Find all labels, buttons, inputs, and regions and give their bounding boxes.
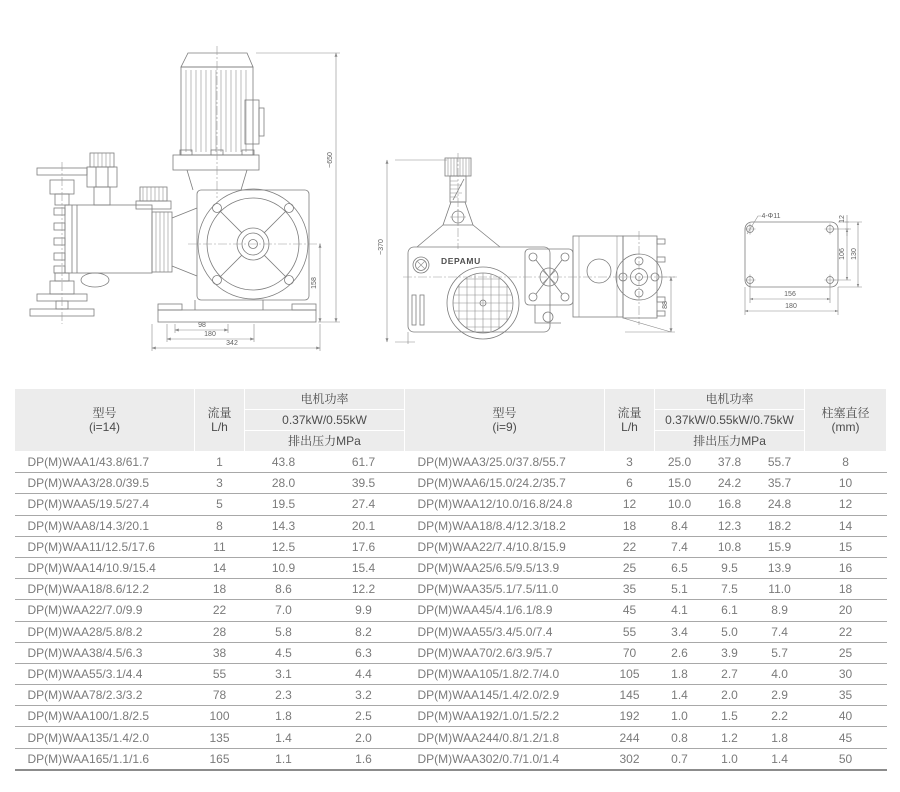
pressure-left-1-cell: 5.8 — [245, 621, 323, 642]
model-left-cell: DP(M)WAA5/19.5/27.4 — [15, 494, 195, 515]
model-left-cell: DP(M)WAA28/5.8/8.2 — [15, 621, 195, 642]
flow-right-cell: 3 — [605, 452, 655, 473]
plunger-cell: 14 — [805, 515, 887, 536]
dim-plate-height: 130 — [851, 248, 858, 260]
model-right-cell: DP(M)WAA12/10.0/16.8/24.8 — [405, 494, 605, 515]
front-view-dimensions — [378, 160, 675, 344]
pressure-left-1-cell: 10.9 — [245, 557, 323, 578]
spec-row — [15, 706, 887, 727]
model-left-cell: DP(M)WAA11/12.5/17.6 — [15, 536, 195, 557]
flow-left-cell: 11 — [195, 536, 245, 557]
pressure-right-3-cell: 11.0 — [755, 579, 805, 600]
model-left-cell: DP(M)WAA1/43.8/61.7 — [15, 452, 195, 473]
power-values-right: 0.37kW/0.55kW/0.75kW — [655, 410, 805, 431]
pressure-right-1-cell: 8.4 — [655, 515, 705, 536]
pump-head — [30, 153, 152, 324]
flow-left-title: 流量 — [207, 406, 232, 420]
pressure-right-1-cell: 15.0 — [655, 473, 705, 494]
flow-right-cell: 105 — [605, 663, 655, 684]
model-right-cell: DP(M)WAA145/1.4/2.0/2.9 — [405, 685, 605, 706]
model-left-cell: DP(M)WAA22/7.0/9.9 — [15, 600, 195, 621]
flow-left-cell: 5 — [195, 494, 245, 515]
model-right-cell: DP(M)WAA192/1.0/1.5/2.2 — [405, 706, 605, 727]
plunger-cell: 40 — [805, 706, 887, 727]
flow-right-cell: 45 — [605, 600, 655, 621]
spec-row — [15, 748, 887, 770]
pressure-right-2-cell: 6.1 — [705, 600, 755, 621]
flow-left-cell: 22 — [195, 600, 245, 621]
pressure-left-2-cell: 15.4 — [323, 557, 405, 578]
dim-front-height: ~370 — [378, 239, 385, 255]
pressure-left-1-cell: 8.6 — [245, 579, 323, 600]
pressure-right-1-cell: 1.0 — [655, 706, 705, 727]
pressure-right-2-cell: 37.8 — [705, 452, 755, 473]
spec-row — [15, 452, 887, 473]
model-right-cell: DP(M)WAA6/15.0/24.2/35.7 — [405, 473, 605, 494]
col-header-model-right — [405, 389, 605, 452]
pressure-right-2-cell: 1.2 — [705, 727, 755, 748]
spec-table-header — [15, 389, 887, 452]
pressure-left-2-cell: 27.4 — [323, 494, 405, 515]
flow-left-cell: 78 — [195, 685, 245, 706]
spec-table-body — [15, 452, 887, 770]
plunger-cell: 12 — [805, 494, 887, 515]
dim-base-inner: 98 — [198, 322, 206, 329]
pressure-left-2-cell: 39.5 — [323, 473, 405, 494]
pressure-left-1-cell: 4.5 — [245, 642, 323, 663]
model-left-cell: DP(M)WAA8/14.3/20.1 — [15, 515, 195, 536]
pressure-right-2-cell: 2.7 — [705, 663, 755, 684]
pressure-left-2-cell: 4.4 — [323, 663, 405, 684]
spec-row — [15, 494, 887, 515]
spec-row — [15, 621, 887, 642]
spec-row — [15, 685, 887, 706]
spec-row — [15, 557, 887, 578]
spec-row — [15, 536, 887, 557]
dim-plate-width: 180 — [785, 303, 797, 310]
pressure-right-2-cell: 2.0 — [705, 685, 755, 706]
pressure-right-3-cell: 55.7 — [755, 452, 805, 473]
model-right-cell: DP(M)WAA18/8.4/12.3/18.2 — [405, 515, 605, 536]
model-right-cell: DP(M)WAA35/5.1/7.5/11.0 — [405, 579, 605, 600]
flow-left-cell: 28 — [195, 621, 245, 642]
model-left-cell: DP(M)WAA38/4.5/6.3 — [15, 642, 195, 663]
plunger-cell: 20 — [805, 600, 887, 621]
col-header-plunger — [805, 389, 887, 452]
power-values-left: 0.37kW/0.55kW — [245, 410, 405, 431]
plunger-cell: 35 — [805, 685, 887, 706]
model-left-cell: DP(M)WAA165/1.1/1.6 — [15, 748, 195, 770]
model-right-cell: DP(M)WAA25/6.5/9.5/13.9 — [405, 557, 605, 578]
flow-left-cell: 8 — [195, 515, 245, 536]
pressure-left-2-cell: 17.6 — [323, 536, 405, 557]
model-left-ratio: (i=14) — [88, 420, 120, 434]
pressure-right-1-cell: 5.1 — [655, 579, 705, 600]
base-plate-svg — [725, 190, 890, 335]
model-right-cell: DP(M)WAA105/1.8/2.7/4.0 — [405, 663, 605, 684]
pressure-right-3-cell: 1.4 — [755, 748, 805, 770]
plunger-cell: 16 — [805, 557, 887, 578]
model-left-cell: DP(M)WAA135/1.4/2.0 — [15, 727, 195, 748]
plunger-cell: 8 — [805, 452, 887, 473]
plunger-cell: 22 — [805, 621, 887, 642]
pressure-right-2-cell: 12.3 — [705, 515, 755, 536]
pressure-left-2-cell: 20.1 — [323, 515, 405, 536]
header-row-1 — [15, 389, 887, 410]
flow-left-cell: 165 — [195, 748, 245, 770]
stroke-adjust-knob — [417, 153, 500, 249]
pressure-right-3-cell: 2.2 — [755, 706, 805, 727]
pressure-left-1-cell: 3.1 — [245, 663, 323, 684]
pressure-right-3-cell: 2.9 — [755, 685, 805, 706]
side-view-drawing — [10, 40, 350, 360]
pressure-right-2-cell: 24.2 — [705, 473, 755, 494]
col-header-flow-left — [195, 389, 245, 452]
pressure-right-1-cell: 0.7 — [655, 748, 705, 770]
pressure-right-2-cell: 1.0 — [705, 748, 755, 770]
flow-right-cell: 145 — [605, 685, 655, 706]
pressure-left-2-cell: 61.7 — [323, 452, 405, 473]
spec-row — [15, 642, 887, 663]
pressure-left-1-cell: 1.1 — [245, 748, 323, 770]
plunger-cell: 10 — [805, 473, 887, 494]
pressure-right-2-cell: 1.5 — [705, 706, 755, 727]
pressure-left-2-cell: 8.2 — [323, 621, 405, 642]
brand-label: DEPAMU — [441, 256, 481, 266]
pressure-right-2-cell: 5.0 — [705, 621, 755, 642]
flow-left-cell: 3 — [195, 473, 245, 494]
model-right-cell: DP(M)WAA70/2.6/3.9/5.7 — [405, 642, 605, 663]
discharge-pressure-right: 排出压力MPa — [655, 431, 805, 452]
pressure-left-2-cell: 9.9 — [323, 600, 405, 621]
pressure-left-2-cell: 1.6 — [323, 748, 405, 770]
flow-left-cell: 38 — [195, 642, 245, 663]
spec-row — [15, 515, 887, 536]
plunger-unit: (mm) — [831, 420, 860, 434]
discharge-pressure-left: 排出压力MPa — [245, 431, 405, 452]
flow-right-cell: 244 — [605, 727, 655, 748]
flow-left-cell: 14 — [195, 557, 245, 578]
pressure-right-3-cell: 4.0 — [755, 663, 805, 684]
pressure-right-2-cell: 10.8 — [705, 536, 755, 557]
flow-right-cell: 302 — [605, 748, 655, 770]
model-right-cell: DP(M)WAA55/3.4/5.0/7.4 — [405, 621, 605, 642]
pressure-right-2-cell: 7.5 — [705, 579, 755, 600]
pressure-left-2-cell: 12.2 — [323, 579, 405, 600]
flow-left-cell: 100 — [195, 706, 245, 727]
dim-height-overall: ~650 — [327, 152, 334, 168]
spec-row — [15, 600, 887, 621]
pressure-right-3-cell: 5.7 — [755, 642, 805, 663]
pressure-left-1-cell: 19.5 — [245, 494, 323, 515]
pressure-right-3-cell: 1.8 — [755, 727, 805, 748]
dim-base-overall: 342 — [226, 340, 238, 347]
model-right-ratio: (i=9) — [492, 420, 517, 434]
pressure-right-2-cell: 16.8 — [705, 494, 755, 515]
flow-right-cell: 6 — [605, 473, 655, 494]
pressure-right-1-cell: 10.0 — [655, 494, 705, 515]
pressure-left-2-cell: 2.5 — [323, 706, 405, 727]
flow-left-cell: 18 — [195, 579, 245, 600]
pressure-right-3-cell: 13.9 — [755, 557, 805, 578]
plunger-cell: 15 — [805, 536, 887, 557]
col-header-model-left — [15, 389, 195, 452]
pressure-right-1-cell: 3.4 — [655, 621, 705, 642]
model-right-title: 型号 — [492, 406, 517, 420]
model-right-cell: DP(M)WAA244/0.8/1.2/1.8 — [405, 727, 605, 748]
col-header-flow-right — [605, 389, 655, 452]
base-plate-drawing — [725, 190, 890, 335]
plunger-title: 柱塞直径 — [821, 406, 870, 420]
plunger-cell: 18 — [805, 579, 887, 600]
col-header-motor-power-left: 电机功率 — [245, 389, 405, 410]
model-left-cell: DP(M)WAA14/10.9/15.4 — [15, 557, 195, 578]
side-view-svg — [10, 40, 350, 360]
flow-right-unit: L/h — [621, 420, 638, 434]
model-right-cell: DP(M)WAA22/7.4/10.8/15.9 — [405, 536, 605, 557]
plate-outline — [745, 216, 839, 287]
flow-right-cell: 18 — [605, 515, 655, 536]
pressure-right-1-cell: 1.8 — [655, 663, 705, 684]
model-left-cell: DP(M)WAA100/1.8/2.5 — [15, 706, 195, 727]
dim-hole-span-v: 106 — [839, 248, 846, 260]
spec-table — [14, 388, 887, 771]
col-header-motor-power-right: 电机功率 — [655, 389, 805, 410]
model-left-title: 型号 — [92, 406, 117, 420]
flow-right-cell: 25 — [605, 557, 655, 578]
flow-left-cell: 55 — [195, 663, 245, 684]
model-left-cell: DP(M)WAA3/28.0/39.5 — [15, 473, 195, 494]
pressure-right-3-cell: 24.8 — [755, 494, 805, 515]
dim-edge-offset: 12 — [839, 215, 846, 223]
pressure-right-3-cell: 8.9 — [755, 600, 805, 621]
front-view-drawing — [365, 145, 705, 360]
pressure-left-1-cell: 14.3 — [245, 515, 323, 536]
flow-left-cell: 135 — [195, 727, 245, 748]
pressure-left-1-cell: 12.5 — [245, 536, 323, 557]
plunger-cell: 30 — [805, 663, 887, 684]
pressure-right-2-cell: 3.9 — [705, 642, 755, 663]
model-left-cell: DP(M)WAA78/2.3/3.2 — [15, 685, 195, 706]
pressure-right-1-cell: 6.5 — [655, 557, 705, 578]
base-plate-dimensions — [745, 213, 862, 315]
flow-right-cell: 22 — [605, 536, 655, 557]
pressure-left-1-cell: 1.4 — [245, 727, 323, 748]
pressure-left-1-cell: 2.3 — [245, 685, 323, 706]
model-left-cell: DP(M)WAA18/8.6/12.2 — [15, 579, 195, 600]
flow-right-cell: 55 — [605, 621, 655, 642]
flow-right-cell: 12 — [605, 494, 655, 515]
model-right-cell: DP(M)WAA302/0.7/1.0/1.4 — [405, 748, 605, 770]
pressure-left-2-cell: 6.3 — [323, 642, 405, 663]
model-left-cell: DP(M)WAA55/3.1/4.4 — [15, 663, 195, 684]
pressure-right-3-cell: 35.7 — [755, 473, 805, 494]
pressure-left-1-cell: 28.0 — [245, 473, 323, 494]
pressure-right-3-cell: 15.9 — [755, 536, 805, 557]
front-view-svg — [365, 145, 705, 360]
pressure-right-2-cell: 9.5 — [705, 557, 755, 578]
flow-right-cell: 192 — [605, 706, 655, 727]
pressure-left-1-cell: 7.0 — [245, 600, 323, 621]
flow-right-cell: 70 — [605, 642, 655, 663]
plunger-cell: 45 — [805, 727, 887, 748]
dim-hole-span-h: 156 — [784, 291, 796, 298]
plunger-cell: 50 — [805, 748, 887, 770]
dim-holes-label: 4-Φ11 — [761, 213, 781, 220]
pressure-right-3-cell: 7.4 — [755, 621, 805, 642]
flow-left-cell: 1 — [195, 452, 245, 473]
pressure-right-1-cell: 2.6 — [655, 642, 705, 663]
spec-row — [15, 473, 887, 494]
plunger-cell: 25 — [805, 642, 887, 663]
pressure-left-1-cell: 1.8 — [245, 706, 323, 727]
model-right-cell: DP(M)WAA45/4.1/6.1/8.9 — [405, 600, 605, 621]
pressure-right-1-cell: 0.8 — [655, 727, 705, 748]
motor — [173, 46, 264, 198]
spec-row — [15, 663, 887, 684]
flow-right-cell: 35 — [605, 579, 655, 600]
spec-row — [15, 579, 887, 600]
pressure-left-1-cell: 43.8 — [245, 452, 323, 473]
base-foot — [158, 300, 316, 322]
pressure-right-1-cell: 1.4 — [655, 685, 705, 706]
pressure-right-1-cell: 25.0 — [655, 452, 705, 473]
model-right-cell: DP(M)WAA3/25.0/37.8/55.7 — [405, 452, 605, 473]
dim-flange-height: 88 — [662, 301, 669, 309]
gear-housing — [136, 187, 322, 300]
dim-center-height: 158 — [311, 277, 318, 289]
pressure-left-2-cell: 3.2 — [323, 685, 405, 706]
flow-left-unit: L/h — [211, 420, 228, 434]
dim-base-mid: 180 — [204, 331, 216, 338]
pressure-left-2-cell: 2.0 — [323, 727, 405, 748]
spec-row — [15, 727, 887, 748]
pressure-right-1-cell: 4.1 — [655, 600, 705, 621]
pressure-right-1-cell: 7.4 — [655, 536, 705, 557]
pressure-right-3-cell: 18.2 — [755, 515, 805, 536]
flow-right-title: 流量 — [617, 406, 642, 420]
gearbox-body — [408, 247, 561, 339]
